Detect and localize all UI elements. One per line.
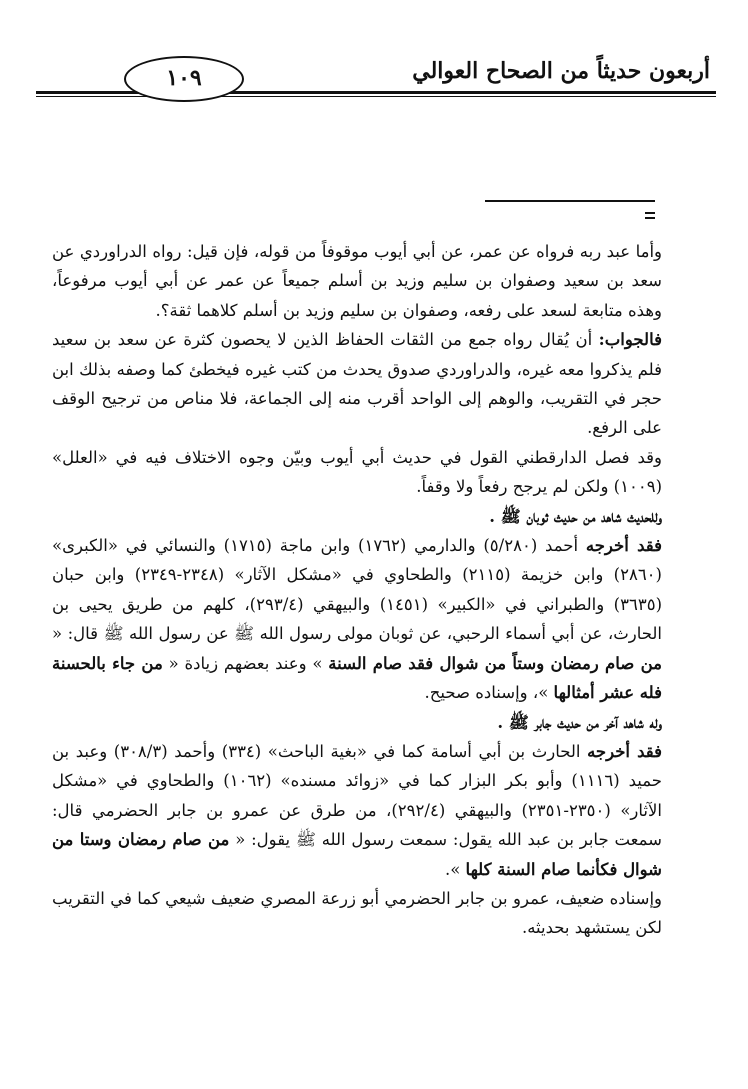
hadith-quote: من صام رمضان وستا من شوال فكأنما صام السنة كلها xyxy=(52,830,662,879)
hadith-quote: من جاء بالحسنة فله عشر أمثالها xyxy=(52,653,662,703)
takhrij-label: فقد أخرجه xyxy=(585,536,662,556)
paragraph: وإسناده ضعيف، عمرو بن جابر الحضرمي أبو زرعة المصري ضعيف شيعي كما في التقريب لكن يستشهد بحديثه. xyxy=(52,888,662,938)
page-number: ١٠٩ xyxy=(124,56,244,102)
section-heading: وله شاهد آخر من حديث جابر ﷺ . xyxy=(497,712,662,732)
header-rule-thin xyxy=(36,96,716,97)
paragraph: فقد أخرجه أحمد (٥/٢٨٠) والدارمي (١٧٦٢) وابن ماجة (١٧١٥) والنسائي في «الكبرى» (٢٨٦٠) وابن خزيمة (٢١١٥) والطحاوي في «مشكل الآثار» (٢٣٤٨-٢٣٤٩) وابن حبان (٣٦٣٥) والطبراني في «الكبير» (١٤٥١) والبيهقي (٢٩٣/٤)، كلهم من طريق يحيى بن الحارث، عن أبي أسماء الرحبي، عن ثوبان مولى رسول الله ﷺ عن رسول الله ﷺ قال: « من صام رمضان وستاً من شوال فقد صام السنة » وعند بعضهم زيادة « من جاء بالحسنة فله عشر أمثالها »، وإسناده صحيح. xyxy=(52,536,663,703)
paragraph: وقد فصل الدارقطني القول في حديث أبي أيوب وبيّن وجوه الاختلاف فيه في «العلل» (١٠٠٩) ولكن لم يرجح رفعاً ولا وقفاً. xyxy=(52,447,662,497)
footnote-separator xyxy=(485,200,655,202)
body-text xyxy=(52,237,662,943)
hadith-quote: من صام رمضان وستاً من شوال فقد صام السنة xyxy=(328,653,663,673)
running-header xyxy=(36,54,716,100)
section-heading: وللحديث شاهد من حديث ثوبان ﷺ . xyxy=(489,506,662,526)
paragraph: فقد أخرجه الحارث بن أبي أسامة كما في «بغية الباحث» (٣٣٤) وأحمد (٣٠٨/٣) وعبد بن حميد (١١١٦) وأبو بكر البزار كما في «زوائد مسنده» (١٠٦٢) والطحاوي في «مشكل الآثار» (٢٣٥٠-٢٣٥١) والبيهقي (٢٩٢/٤)، من طرق عن عمرو بن جابر الحضرمي قال: سمعت جابر بن عبد الله يقول: سمعت رسول الله ﷺ يقول: « من صام رمضان وستا من شوال فكأنما صام السنة كلها ». xyxy=(52,741,663,879)
paragraph: فالجواب: أن يُقال رواه جمع من الثقات الحفاظ الذين لا يحصون كثرة عن سعد بن سعيد فلم يذكروا معه غيره، والدراوردي صدوق يحدث من كتب غيره فيخطئ كما وصفه بذلك ابن حجر في التقريب، والوهم إلى الواحد أقرب منه إلى الجماعة، فلا مناص من ترجيح الوقف على الرفع. xyxy=(52,330,662,438)
book-title: أربعون حديثاً من الصحاح العوالي xyxy=(412,58,710,84)
answer-label: فالجواب: xyxy=(598,330,662,350)
footnote-mark xyxy=(645,212,655,214)
paragraph: وأما عبد ربه فرواه عن عمر، عن أبي أيوب موقوفاً من قوله، فإن قيل: رواه الدراوردي عن سعد بن سعيد وصفوان بن سليم وزيد بن أسلم جميعاً عن عمر عن أبي أيوب مرفوعاً، وهذه متابعة لسعد على رفعه، وصفوان بن سليم وزيد بن أسلم كلاهما ثقة؟. xyxy=(52,242,662,320)
takhrij-label: فقد أخرجه xyxy=(587,741,662,761)
